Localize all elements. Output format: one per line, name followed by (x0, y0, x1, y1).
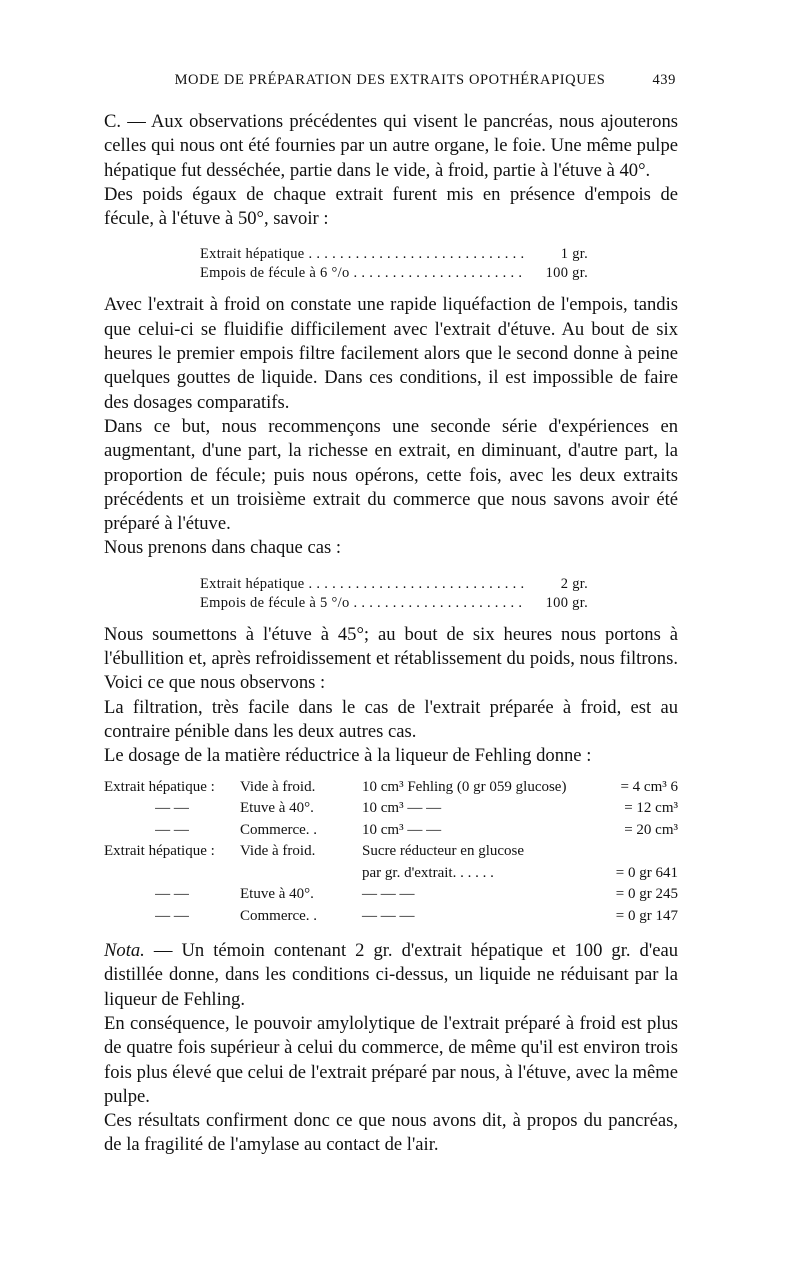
table-row (104, 841, 678, 863)
paragraph: Dans ce but, nous recommençons une seconde série d'expériences en augmentant, d'une part, la richesse en extrait, en diminuant, d'autre part, la proportion de fécule; puis nous opérons, cette fois, avec les deux extraits précédents et un troisième extrait du commerce que nous savons avoir été préparé à l'étuve. (104, 415, 678, 535)
recipe-list (200, 575, 588, 613)
table-cell: Commerce. . (240, 907, 318, 924)
table-cell: Extrait hépatique : (104, 778, 215, 795)
table-cell: — — — (362, 886, 415, 903)
table-cell: 10 cm³ — — (362, 800, 442, 817)
paragraph: Des poids égaux de chaque extrait furent mis en présence d'empois de fécule, à l'étuve à 50°, savoir : (104, 183, 678, 230)
table-row (104, 798, 678, 820)
recipe-label: Empois de fécule à 6 °/o (200, 265, 350, 282)
table-row (104, 906, 678, 928)
recipe-value: 100 gr. (545, 265, 588, 282)
leader-dots (350, 594, 527, 613)
paragraph: Nous soumettons à l'étuve à 45°; au bout de six heures nous portons à l'ébullition et, après refroidissement et rétablissement du poids, nous filtrons. Voici ce que nous observons : (104, 623, 678, 694)
table-cell: Extrait hépatique : (104, 843, 215, 860)
table-cell: — — (155, 886, 189, 903)
leader-dots (350, 264, 527, 283)
table-cell (104, 863, 240, 885)
results-table (104, 777, 678, 928)
recipe-row (200, 264, 588, 283)
table-cell: — — (155, 907, 189, 924)
table-cell: = 0 gr 641 (615, 864, 678, 881)
nota-text: — Un témoin contenant 2 gr. d'extrait hépatique et 100 gr. d'eau distillée donne, dans les conditions ci-dessus, un liquide ne réduisant par la liqueur de Fehling. (104, 940, 678, 1010)
nota-label: Nota. (104, 940, 145, 962)
recipe-label: Empois de fécule à 5 °/o (200, 594, 350, 611)
paragraph: Nous prenons dans chaque cas : (104, 537, 342, 559)
recipe-row (200, 575, 588, 594)
leader-dots (305, 575, 526, 594)
table-row (104, 777, 678, 799)
table-cell (240, 863, 362, 885)
recipe-label: Extrait hépatique (200, 575, 305, 592)
recipe-label: Extrait hépatique (200, 246, 305, 263)
table-row (104, 820, 678, 842)
header-title: MODE DE PRÉPARATION DES EXTRAITS OPOTHÉRAPIQUES (174, 72, 606, 88)
table-cell: = 0 gr 147 (615, 907, 678, 924)
body-text (104, 110, 678, 1158)
table-cell: Vide à froid. (240, 778, 316, 795)
leader-dots (305, 245, 526, 264)
table-cell: = 0 gr 245 (615, 886, 678, 903)
recipe-row (200, 594, 588, 613)
paragraph: Le dosage de la matière réductrice à la liqueur de Fehling donne : (104, 745, 592, 767)
running-header (104, 72, 676, 89)
table-cell: — — (155, 821, 189, 838)
table-cell: Etuve à 40°. (240, 886, 314, 903)
table-cell: Sucre réducteur en glucose (362, 843, 525, 860)
table-cell: par gr. d'extrait. . . . . . (362, 864, 494, 881)
table-cell: Commerce. . (240, 821, 318, 838)
paragraph: C. — Aux observations précédentes qui visent le pancréas, nous ajouterons celles qui nous ont été fournies par un autre organe, le foie. Une même pulpe hépatique fut desséchée, partie dans le vide, à froid, partie à l'étuve à 40°. (104, 111, 678, 181)
table-cell: = 4 cm³ 6 (620, 778, 678, 795)
table-cell: Vide à froid. (240, 843, 316, 860)
recipe-value: 100 gr. (545, 594, 588, 611)
recipe-value: 1 gr. (560, 246, 588, 263)
paragraph: Avec l'extrait à froid on constate une rapide liquéfaction de l'empois, tandis que celui-ci se fluidifie difficilement avec l'extrait d'étuve. Au bout de six heures le premier empois filtre facilement alors que le second donne à peine quelques gouttes de liquide. Dans ces conditions, il est impossible de faire des dosages comparatifs. (104, 294, 678, 413)
paragraph: La filtration, très facile dans le cas de l'extrait préparée à froid, est au contraire pénible dans les deux autres cas. (104, 696, 678, 742)
recipe-value: 2 gr. (560, 575, 588, 592)
recipe-list (200, 245, 588, 283)
table-cell: 10 cm³ — — (362, 821, 442, 838)
page-number: 439 (652, 72, 676, 88)
paragraph: En conséquence, le pouvoir amylolytique de l'extrait préparé à froid est plus de quatre fois supérieur à celui du commerce, de même qu'il est environ trois fois plus élevé que celui de l'extrait préparé par nous, à l'étuve, avec la même pulpe. (104, 1012, 678, 1107)
table-cell: — — (155, 800, 189, 817)
table-cell: = 20 cm³ (624, 821, 678, 838)
recipe-row (200, 245, 588, 264)
table-cell: Etuve à 40°. (240, 800, 314, 817)
table-row (104, 863, 678, 885)
table-cell (598, 841, 678, 863)
table-row (104, 884, 678, 906)
paragraph (104, 939, 678, 1012)
paragraph: Ces résultats confirment donc ce que nous avons dit, à propos du pancréas, de la fragilité de l'amylase au contact de l'air. (104, 1110, 678, 1156)
table-cell: = 12 cm³ (624, 800, 678, 817)
table-cell: 10 cm³ Fehling (0 gr 059 glucose) (362, 778, 567, 795)
table-cell: — — — (362, 907, 415, 924)
